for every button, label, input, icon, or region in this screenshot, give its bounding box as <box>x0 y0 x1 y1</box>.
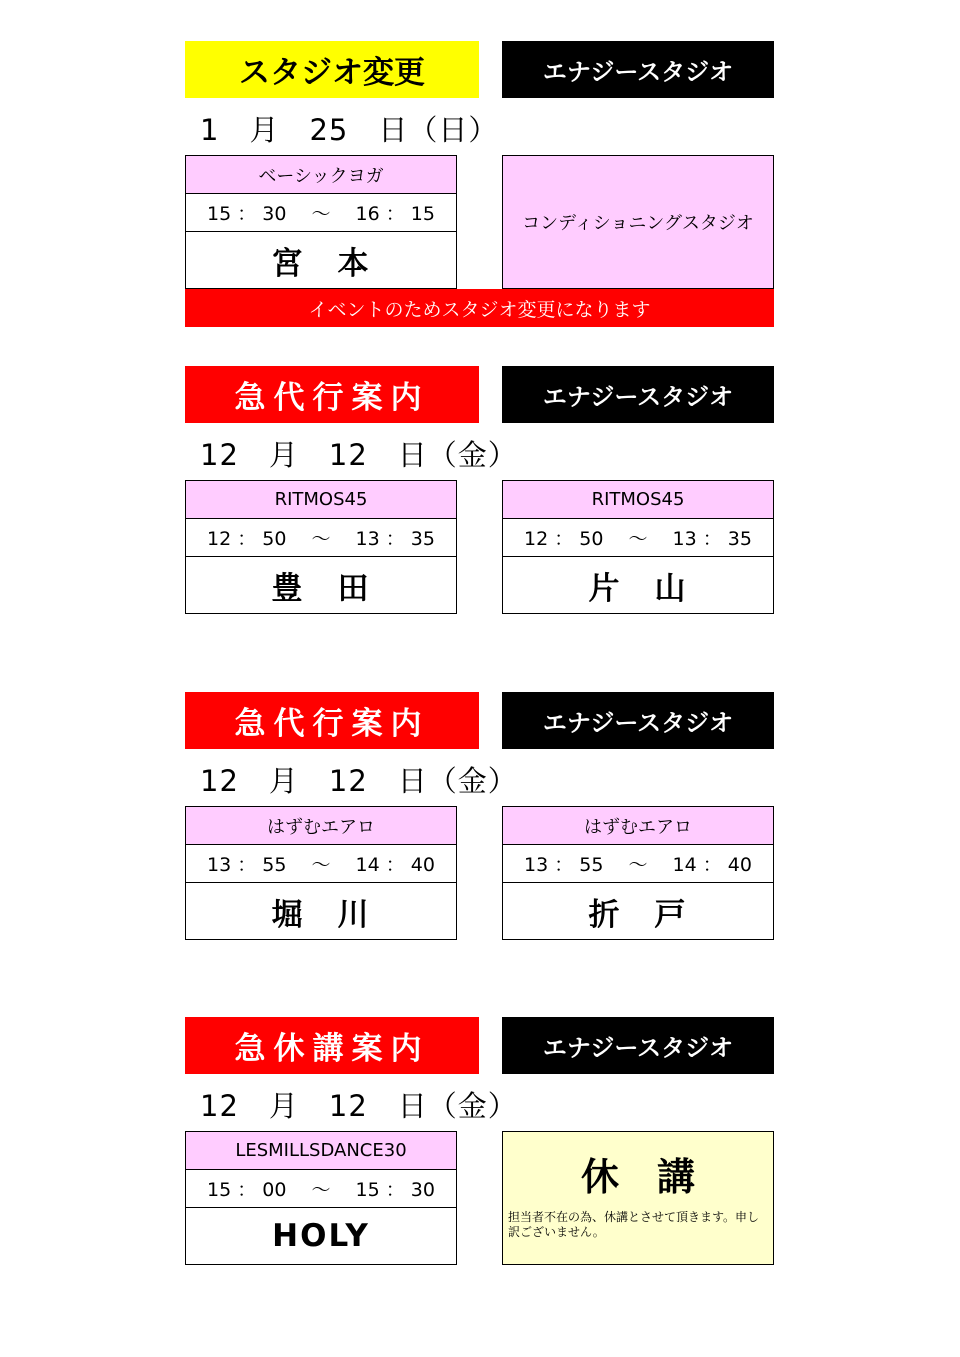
instructor-name: 宮 本 <box>271 245 371 282</box>
class-name: はずむエアロ <box>503 807 773 845</box>
notice-title: 急休講案内 <box>185 1017 479 1074</box>
notice-title: 急代行案内 <box>185 366 479 423</box>
class-time: 13 ： 55 ～ 14 ： 40 <box>503 845 773 883</box>
instructor-name: 折 戸 <box>588 896 688 933</box>
notice-title: スタジオ変更 <box>185 41 479 98</box>
instructor-name: 堀 川 <box>271 896 371 933</box>
class-name: ベーシックヨガ <box>186 156 456 194</box>
new-studio-box: コンディショニングスタジオ <box>502 155 774 289</box>
substitute-class-card <box>502 480 774 614</box>
class-name: RITMOS45 <box>503 481 773 519</box>
studio-label: エナジースタジオ <box>502 41 774 98</box>
change-reason-banner: イベントのためスタジオ変更になります <box>185 289 774 327</box>
notice-date: 12 月 12 日（金） <box>200 764 518 798</box>
notice-substitute-1 <box>0 366 960 666</box>
notice-studio-change <box>0 41 960 341</box>
class-time: 15 ： 30 ～ 16 ： 15 <box>186 194 456 232</box>
original-class-card <box>185 806 457 940</box>
class-time: 15 ： 00 ～ 15 ： 30 <box>186 1170 456 1208</box>
class-name: はずむエアロ <box>186 807 456 845</box>
notice-date: 1 月 25 日（日） <box>200 113 499 147</box>
original-class-card <box>185 480 457 614</box>
notice-title: 急代行案内 <box>185 692 479 749</box>
instructor-name: HOLY <box>272 1218 370 1254</box>
cancellation-box <box>502 1131 774 1265</box>
class-time: 12 ： 50 ～ 13 ： 35 <box>186 519 456 557</box>
class-name: LESMILLSDANCE30 <box>186 1132 456 1170</box>
class-name: RITMOS45 <box>186 481 456 519</box>
class-card <box>185 1131 457 1265</box>
class-time: 12 ： 50 ～ 13 ： 35 <box>503 519 773 557</box>
instructor-name: 片 山 <box>588 570 688 607</box>
class-time: 13 ： 55 ～ 14 ： 40 <box>186 845 456 883</box>
cancellation-heading: 休 講 <box>580 1155 695 1199</box>
notice-cancellation <box>0 1017 960 1317</box>
studio-label: エナジースタジオ <box>502 366 774 423</box>
instructor-name: 豊 田 <box>271 570 371 607</box>
studio-label: エナジースタジオ <box>502 1017 774 1074</box>
studio-label: エナジースタジオ <box>502 692 774 749</box>
substitute-class-card <box>502 806 774 940</box>
notice-substitute-2 <box>0 692 960 992</box>
notice-date: 12 月 12 日（金） <box>200 1089 518 1123</box>
notice-date: 12 月 12 日（金） <box>200 438 518 472</box>
cancellation-message: 担当者不在の為、休講とさせて頂きます。申し訳ございません。 <box>508 1210 760 1239</box>
class-card <box>185 155 457 289</box>
